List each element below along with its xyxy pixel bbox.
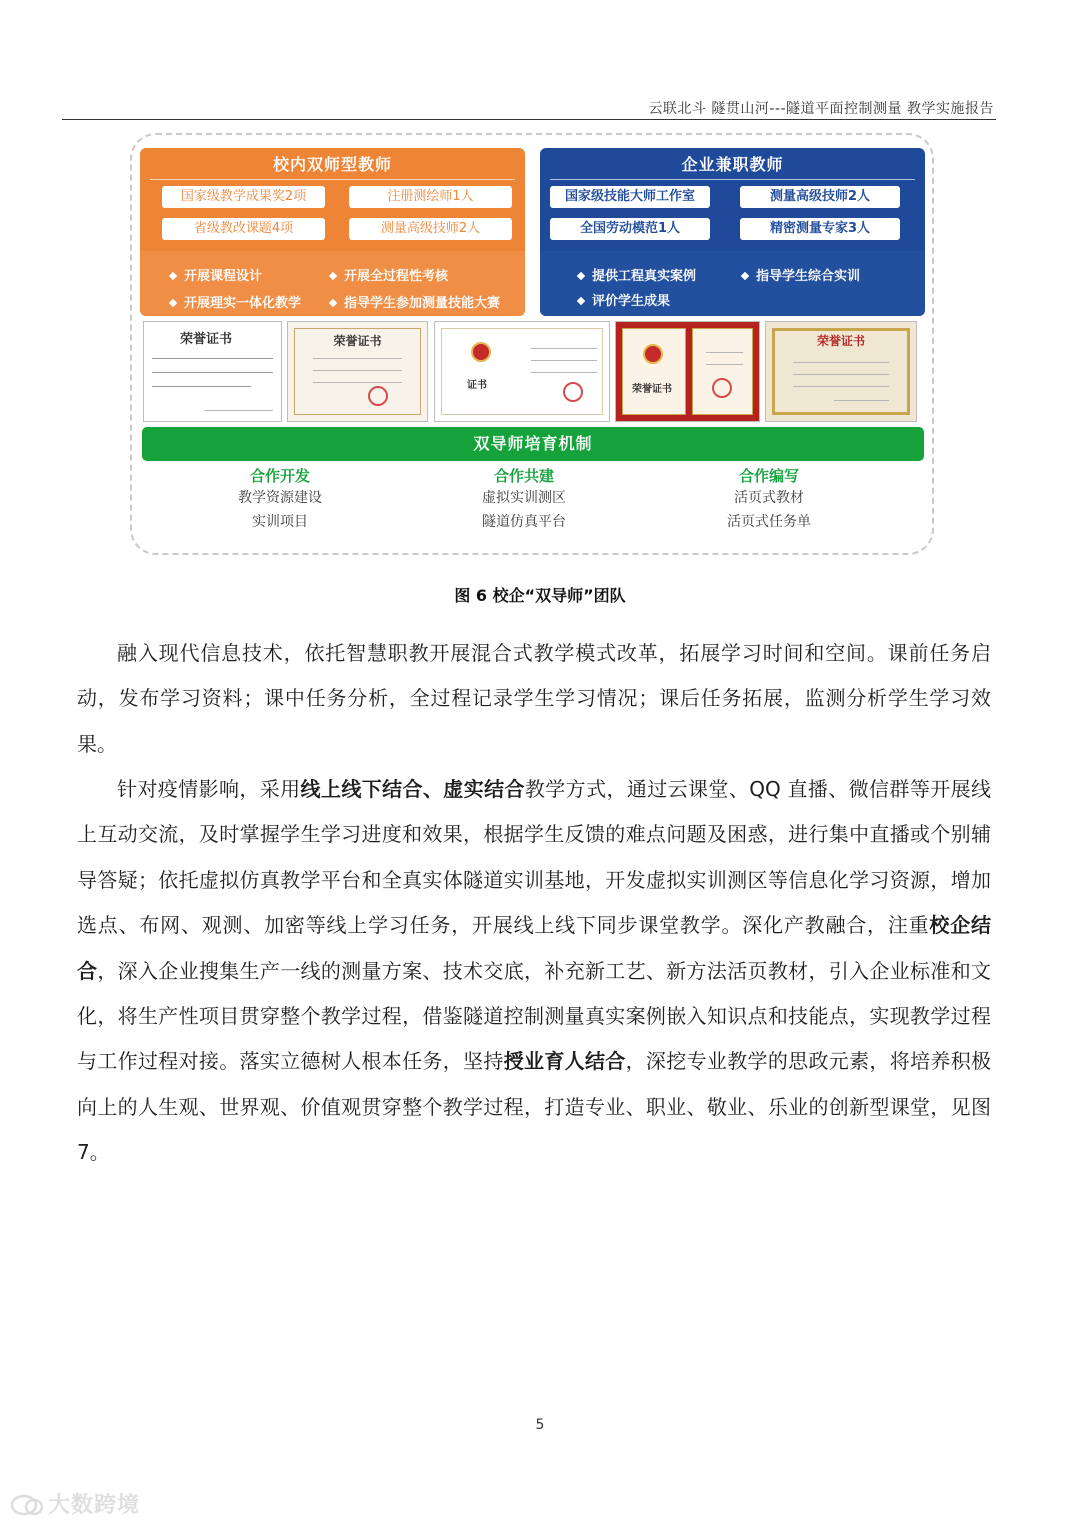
- divider: [150, 179, 515, 180]
- tag: 测量高级技师2人: [740, 186, 900, 208]
- certificate-image: 荣誉证书: [287, 321, 428, 422]
- diamond-icon: [577, 296, 585, 304]
- watermark: 大数跨境: [10, 1488, 140, 1519]
- chat-bubble-icon: [10, 1494, 44, 1518]
- cooperation-column: [424, 466, 624, 534]
- cooperation-item: 虚拟实训测区: [482, 490, 566, 506]
- bullet-item: 指导学生综合实训: [742, 265, 860, 284]
- cooperation-item: 活页式任务单: [727, 514, 811, 530]
- header-rule: [62, 119, 996, 120]
- red-seal-icon: [368, 386, 388, 406]
- cooperation-item: 活页式教材: [734, 490, 804, 506]
- certificate-image: 荣誉证书: [615, 321, 760, 422]
- diamond-icon: [741, 271, 749, 279]
- tag: 省级教改课题4项: [162, 218, 325, 240]
- running-header: 云联北斗 隧贯山河---隧道平面控制测量 教学实施报告: [648, 101, 994, 117]
- red-seal-icon: [712, 378, 732, 398]
- enterprise-teacher-panel: [540, 148, 925, 316]
- bullet-item: 开展理实一体化教学: [170, 292, 301, 311]
- tag: 国家级技能大师工作室: [550, 186, 710, 208]
- tag: 测量高级技师2人: [349, 218, 512, 240]
- school-teacher-panel: [140, 148, 525, 316]
- certificate-image: 证书: [434, 321, 610, 422]
- figure-caption: 图 6 校企“双导师”团队: [454, 586, 626, 605]
- cooperation-column: [669, 466, 869, 534]
- bullet-item: 评价学生成果: [578, 290, 670, 309]
- tag: 注册测绘师1人: [349, 186, 512, 208]
- divider: [550, 179, 915, 180]
- certificate-image: 荣誉证书: [765, 321, 917, 422]
- tag: 国家级教学成果奖2项: [162, 186, 325, 208]
- panel-title: 企业兼职教师: [681, 155, 784, 174]
- cooperation-item: 隧道仿真平台: [482, 514, 566, 530]
- diamond-icon: [329, 298, 337, 306]
- national-emblem-icon: [471, 342, 491, 362]
- cooperation-heading: 合作编写: [738, 467, 799, 485]
- page-number: 5: [535, 1417, 545, 1433]
- bullet-item: 指导学生参加测量技能大赛: [330, 292, 500, 311]
- tag: 全国劳动模范1人: [550, 218, 710, 240]
- cooperation-heading: 合作共建: [493, 467, 554, 485]
- emphasis: 线上线下结合、虚实结合: [300, 777, 525, 801]
- national-emblem-icon: [643, 344, 663, 364]
- body-paragraph: 融入现代信息技术，依托智慧职教开展混合式教学模式改革，拓展学习时间和空间。课前任务启动，发布学习资料；课中任务分析，全过程记录学生学习情况；课后任务拓展，监测分析学生学习效果。: [77, 641, 991, 756]
- cooperation-item: 教学资源建设: [238, 490, 322, 506]
- tag: 精密测量专家3人: [740, 218, 900, 240]
- bullet-item: 提供工程真实案例: [578, 265, 696, 284]
- cooperation-heading: 合作开发: [249, 467, 310, 485]
- cooperation-item: 实训项目: [252, 514, 308, 530]
- diamond-icon: [169, 271, 177, 279]
- bullet-item: 开展全过程性考核: [330, 265, 448, 284]
- diamond-icon: [329, 271, 337, 279]
- emphasis: 授业育人结合: [503, 1049, 626, 1074]
- emphasis: 校企结合: [77, 913, 992, 983]
- body-paragraph: 针对疫情影响，采用线上线下结合、虚实结合教学方式，通过云课堂、QQ 直播、微信群等开展线上互动交流，及时掌握学生学习进度和效果，根据学生反馈的难点问题及困惑，进行集中直播或个别辅导答疑；依托虚拟仿真教学平台和全真实体隧道实训基地，开发虚拟实训测区等信息化学习资源，增加选点、布网、观测、加密等线上学习任务，开展线上线下同步课堂教学。深化产教融合，注重校企结合，深入企业搜集生产一线的测量方案、技术交底，补充新工艺、新方法活页教材，引入企业标准和文化，将生产性项目贯穿整个教学过程，借鉴隧道控制测量真实案例嵌入知识点和技能点，实现教学过程与工作过程对接。落实立德树人根本任务，坚持授业育人结合，深挖专业教学的思政元素，将培养积极向上的人生观、世界观、价值观贯穿整个教学过程，打造专业、职业、敬业、乐业的创新型课堂，见图 7。: [77, 777, 992, 1165]
- diamond-icon: [577, 271, 585, 279]
- panel-title: 校内双师型教师: [272, 155, 392, 174]
- bullet-item: 开展课程设计: [170, 265, 262, 284]
- cooperation-column: [180, 466, 380, 534]
- red-seal-icon: [563, 382, 583, 402]
- diamond-icon: [169, 298, 177, 306]
- certificate-image: 荣誉证书: [143, 321, 282, 422]
- mechanism-bar: 双导师培育机制: [142, 427, 924, 461]
